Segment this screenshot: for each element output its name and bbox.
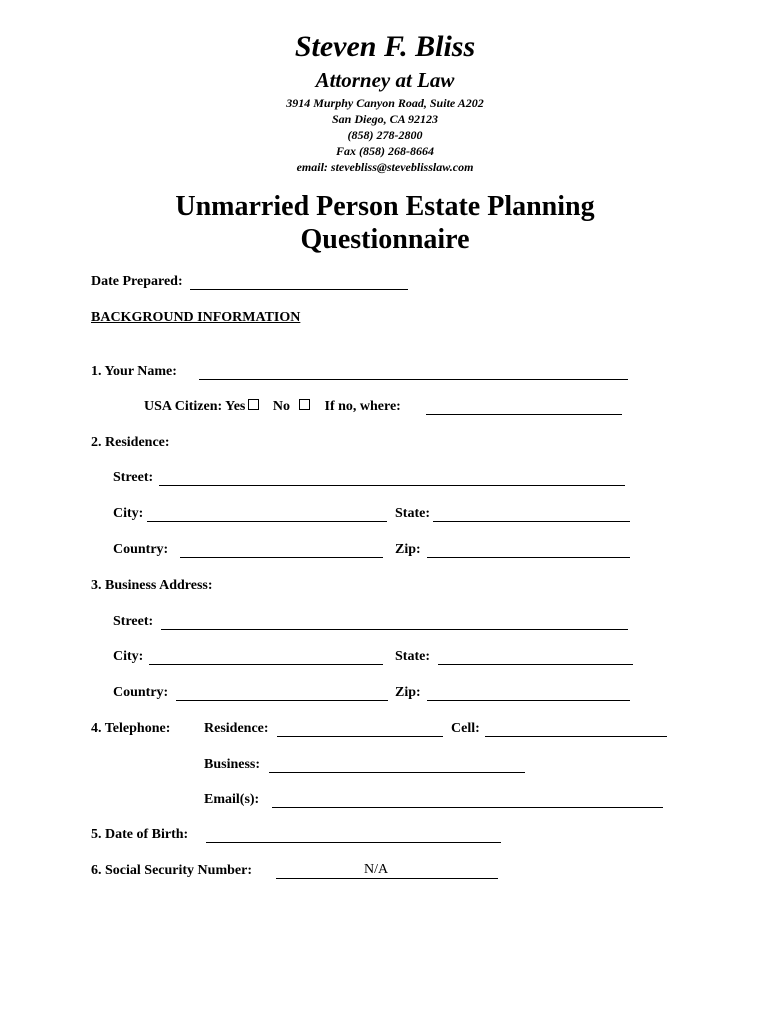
no-label: No	[272, 399, 290, 414]
date-prepared-label: Date Prepared:	[91, 274, 183, 289]
date-prepared-field[interactable]	[190, 289, 408, 290]
form-title-line-1: Unmarried Person Estate Planning	[175, 191, 595, 222]
q5-label: 5. Date of Birth:	[91, 827, 189, 842]
phone-cell-field[interactable]	[485, 736, 667, 737]
business-zip-field[interactable]	[427, 700, 630, 701]
yes-checkbox[interactable]	[248, 399, 259, 410]
residence-zip-field[interactable]	[427, 557, 630, 558]
residence-city-field[interactable]	[147, 521, 387, 522]
residence-state-field[interactable]	[433, 521, 630, 522]
citizenship-where-field[interactable]	[426, 414, 622, 415]
emails-label: Email(s):	[204, 792, 260, 807]
business-country-label: Country:	[113, 685, 169, 700]
business-street-field[interactable]	[161, 629, 628, 630]
q6-label: 6. Social Security Number:	[91, 863, 252, 878]
usa-citizen-label: USA Citizen: Yes	[144, 399, 246, 414]
business-country-field[interactable]	[176, 700, 388, 701]
business-zip-label: Zip:	[395, 685, 421, 700]
emails-field[interactable]	[272, 807, 663, 808]
ssn-field[interactable]	[276, 878, 498, 879]
q3-label: 3. Business Address:	[91, 578, 213, 593]
no-checkbox[interactable]	[299, 399, 310, 410]
section-heading: BACKGROUND INFORMATION	[91, 310, 301, 325]
residence-zip-label: Zip:	[395, 542, 421, 557]
attorney-name: Steven F. Bliss	[294, 30, 476, 63]
usa-citizen-row	[144, 399, 401, 415]
business-street-label: Street:	[113, 614, 154, 629]
residence-country-field[interactable]	[180, 557, 383, 558]
address-line-2: San Diego, CA 92123	[331, 112, 439, 126]
phone-residence-field[interactable]	[277, 736, 443, 737]
phone-residence-label: Residence:	[204, 721, 269, 736]
if-no-label: If no, where:	[324, 399, 401, 414]
q2-label: 2. Residence:	[91, 435, 170, 450]
phone-business-label: Business:	[204, 757, 261, 772]
residence-street-field[interactable]	[159, 485, 625, 486]
business-city-label: City:	[113, 649, 144, 664]
q4-label: 4. Telephone:	[91, 721, 171, 736]
phone-cell-label: Cell:	[451, 721, 480, 736]
phone-business-field[interactable]	[269, 772, 525, 773]
business-state-field[interactable]	[438, 664, 633, 665]
residence-city-label: City:	[113, 506, 144, 521]
business-city-field[interactable]	[149, 664, 383, 665]
address-line-1: 3914 Murphy Canyon Road, Suite A202	[286, 96, 484, 110]
business-state-label: State:	[395, 649, 430, 664]
email-address: email: stevebliss@steveblisslaw.com	[296, 160, 474, 174]
ssn-value: N/A	[364, 862, 389, 877]
name-field[interactable]	[199, 379, 628, 380]
residence-country-label: Country:	[113, 542, 169, 557]
residence-state-label: State:	[395, 506, 430, 521]
form-title-line-2: Questionnaire	[300, 224, 470, 255]
attorney-title: Attorney at Law	[315, 68, 455, 92]
q1-label: 1. Your Name:	[91, 364, 177, 379]
date-of-birth-field[interactable]	[206, 842, 501, 843]
phone-number: (858) 278-2800	[347, 128, 423, 142]
fax-number: Fax (858) 268-8664	[336, 144, 434, 158]
residence-street-label: Street:	[113, 470, 154, 485]
